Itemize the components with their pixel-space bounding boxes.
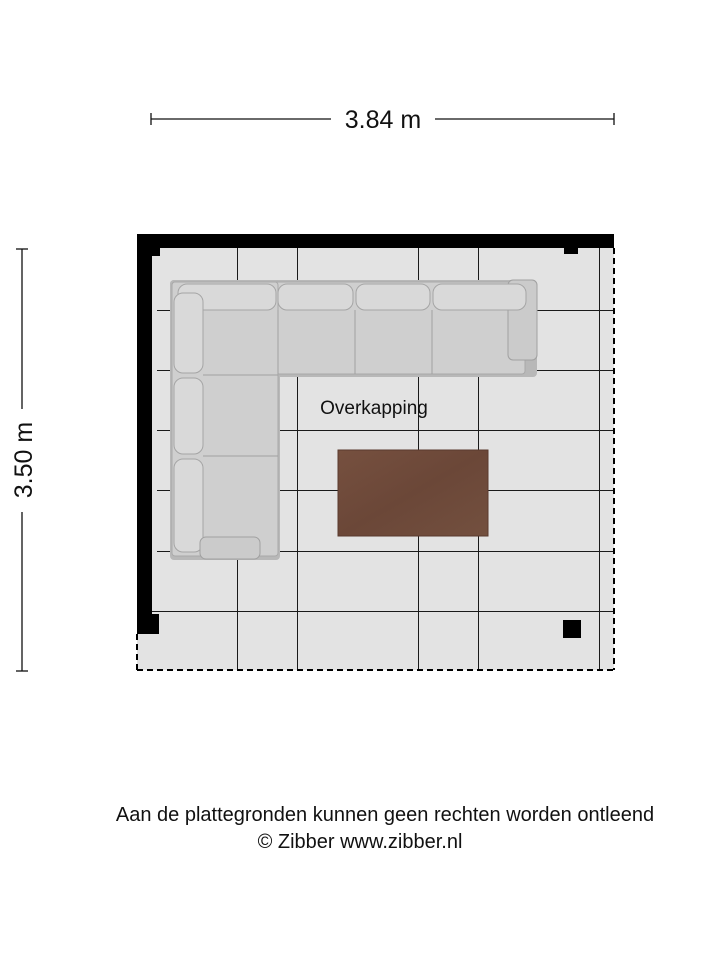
back-cushion: [174, 459, 203, 552]
depth-label: 3.50 m: [10, 421, 38, 499]
coffee-table: [338, 450, 488, 536]
back-cushion: [278, 284, 353, 310]
width-label: 3.84 m: [344, 106, 422, 134]
copyright-text: © Zibber www.zibber.nl: [257, 831, 463, 853]
disclaimer-text: Aan de plattegronden kunnen geen rechten worden ontleend: [115, 804, 655, 826]
wall-post-bottom-left: [137, 614, 159, 634]
width-dimension: [151, 106, 614, 134]
back-cushion: [174, 378, 203, 454]
room-label: Overkapping: [320, 398, 428, 419]
wall-post-top-right: [564, 246, 578, 254]
back-cushion: [174, 293, 203, 373]
column-post: [563, 620, 581, 638]
wall-corner-top-left: [152, 248, 160, 256]
depth-dimension: [10, 249, 38, 671]
back-cushion: [433, 284, 526, 310]
left-wall: [137, 234, 152, 634]
top-wall: [137, 234, 614, 248]
back-cushion: [356, 284, 430, 310]
